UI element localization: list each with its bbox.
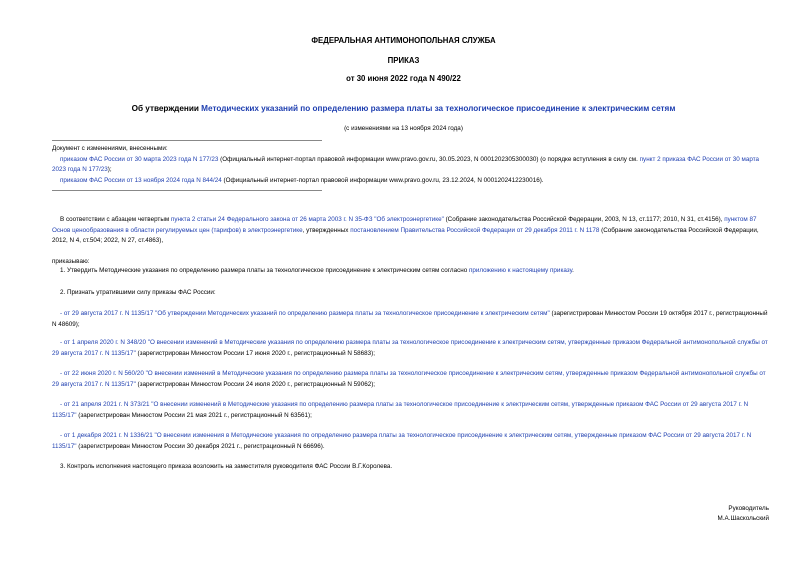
order-item-3: 3. Контроль исполнения настоящего приказа возложить на заместителя руководителя ФАС России В.Г.Королева. [60, 463, 393, 470]
change-1-link[interactable]: приказом ФАС России от 30 марта 2023 года N 177/23 [60, 155, 219, 163]
appendix-link[interactable]: приложению к настоящему приказу [468, 267, 573, 274]
repealed-4-link[interactable]: - от 21 апреля 2021 г. N 373/21 "О внесении изменений в Методические указания по определению размера платы за технологическое присоединение к электрическим сетям, утвержденные приказом ФАС России от 29 августа 2017 г. N 1135/17" [52, 401, 749, 419]
doc-title [0, 104, 807, 113]
order-item-2: 2. Признать утратившими силу приказы ФАС России: [60, 289, 216, 296]
signer-position: Руководитель [728, 505, 769, 512]
repealed-order-3 [52, 369, 769, 390]
doc-date-number: от 30 июня 2022 года N 490/22 [346, 74, 461, 83]
change-1-link-2[interactable]: пункт 2 приказа ФАС России от 30 марта 2023 года N 177/23 [52, 155, 760, 174]
change-item-2 [52, 176, 769, 187]
title-prefix: Об утверждении [131, 104, 202, 113]
repealed-3-text: (зарегистрирован Минюстом России 24 июля 2020 г., регистрационный N 59062); [135, 380, 376, 388]
repealed-order-1 [52, 309, 769, 330]
divider-top [52, 140, 322, 141]
change-1-end: ); [107, 166, 112, 174]
item-1-end: . [572, 267, 574, 274]
title-link[interactable]: Методических указаний по определению размера платы за технологическое присоединение к электрическим сетям [201, 104, 676, 113]
order-item-1 [52, 266, 769, 277]
doc-type: ПРИКАЗ [387, 56, 420, 65]
signer-name: М.А.Шаскольский [717, 515, 769, 522]
repealed-3-link[interactable]: - от 22 июня 2020 г. N 560/20 "О внесении изменений в Методические указания по определению размера платы за технологическое присоединение к электрическим сетям, утвержденные приказом Федеральной антимонопольной службы от 29 августа 2017 г. N 1135/17" [52, 370, 766, 388]
repealed-4-text: (зарегистрирован Минюстом России 21 мая 2021 г., регистрационный N 63561); [76, 411, 312, 419]
agency-name: ФЕДЕРАЛЬНАЯ АНТИМОНОПОЛЬНАЯ СЛУЖБА [311, 36, 496, 45]
change-item-1 [52, 155, 769, 176]
change-2-text: (Официальный интернет-портал правовой информации www.pravo.gov.ru, 23.12.2024, N 0001202412230016). [221, 176, 544, 184]
repealed-5-link[interactable]: - от 1 декабря 2021 г. N 1336/21 "О внесении изменения в Методические указания по определению размера платы за технологическое присоединение к электрическим сетям, утвержденные приказом ФАС России от 29 августа 2017 г. N 1135/17" [52, 432, 752, 450]
signature-block [718, 504, 769, 524]
change-1-text: (Официальный интернет-портал правовой информации www.pravo.gov.ru, 30.05.2023, N 0001202305300030) (о порядке вступления в силу см. [218, 155, 640, 163]
change-2-link[interactable]: приказом ФАС России от 13 ноября 2024 года N 844/24 [60, 176, 222, 184]
preamble-text-b: (Собрание законодательства Российской Федерации, 2003, N 13, ст.1177; 2010, N 31, ст.4156), [443, 216, 725, 223]
preamble-text-a: В соответствии с абзацем четвертым [60, 216, 171, 223]
repealed-1-text: (зарегистрирован Минюстом России 19 октября 2017 г., регистрационный N 48609); [52, 310, 768, 328]
law-link[interactable]: пункта 2 статьи 24 Федерального закона от 26 марта 2003 г. N 35-ФЗ "Об электроэнергетике" [170, 216, 444, 223]
divider-bottom [52, 190, 322, 191]
repealed-5-text: (зарегистрирован Минюстом России 30 декабря 2021 г., регистрационный N 66696). [76, 442, 325, 450]
changes-block [52, 144, 769, 186]
order-word: приказываю: [52, 258, 90, 265]
changes-intro: Документ с изменениями, внесенными: [52, 145, 168, 152]
pricing-basics-link[interactable]: пунктом 87 Основ ценообразования в области регулируемых цен (тарифов) в электроэнергетике [52, 216, 757, 234]
preamble-text-c: , утвержденных [302, 226, 351, 234]
repealed-2-link[interactable]: - от 1 апреля 2020 г. N 348/20 "О внесении изменений в Методические указания по определению размера платы за технологическое присоединение к электрическим сетям, утвержденные приказом Федеральной антимонопольной службы от 29 августа 2017 г. N 1135/17" [52, 339, 768, 357]
revision-note: (с изменениями на 13 ноября 2024 года) [344, 125, 463, 132]
preamble-text-d: (Собрание законодательства Российской Федерации, 2012, N 4, ст.504; 2022, N 27, ст.4863), [52, 226, 759, 245]
preamble-paragraph [52, 215, 769, 247]
repealed-order-5 [52, 431, 769, 452]
item-1-text: 1. Утвердить Методические указания по определению размера платы за технологическое присоединение к электрическим сетям согласно [60, 267, 469, 274]
government-decree-link[interactable]: постановлением Правительства Российской Федерации от 29 декабря 2011 г. N 1178 [350, 226, 600, 234]
repealed-order-2 [52, 338, 769, 359]
repealed-order-4 [52, 400, 769, 421]
repealed-2-text: (зарегистрирован Минюстом России 17 июня 2020 г., регистрационный N 58683); [135, 349, 375, 357]
repealed-1-link[interactable]: - от 29 августа 2017 г. N 1135/17 "Об утверждении Методических указаний по определению размера платы за технологическое присоединение к электрическим сетям" [60, 310, 550, 317]
